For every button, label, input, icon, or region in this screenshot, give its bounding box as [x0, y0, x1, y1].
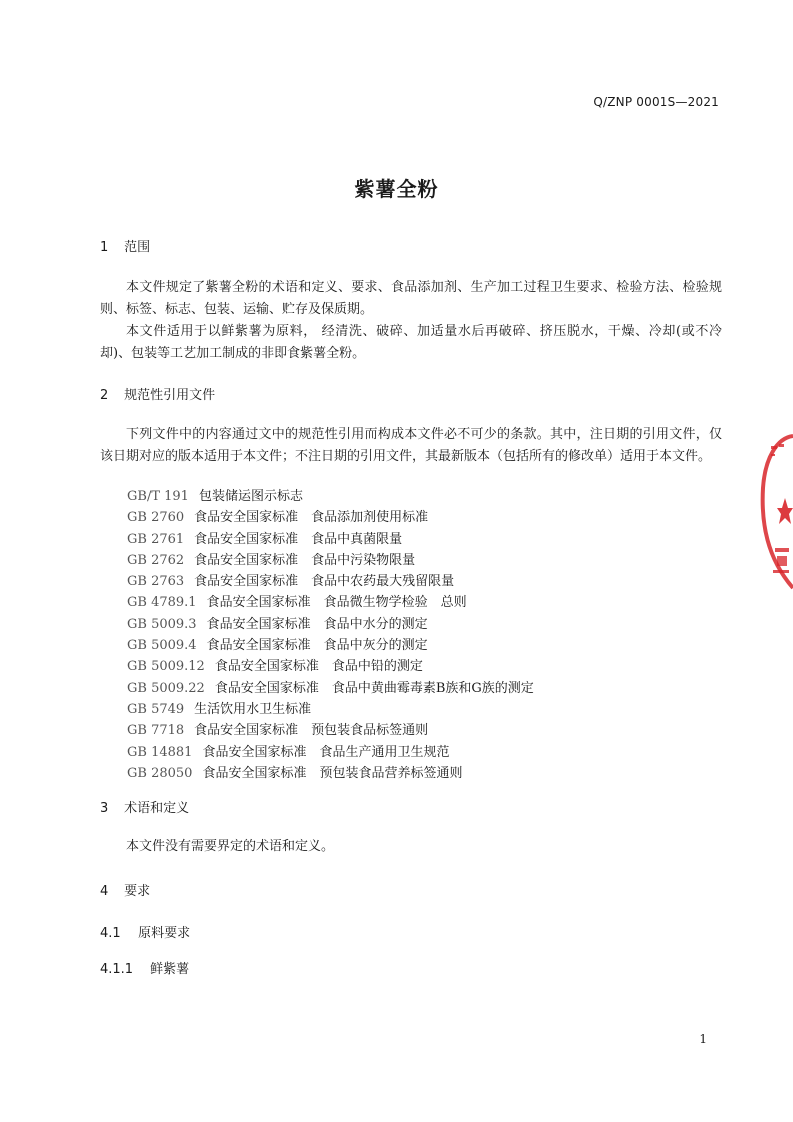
- scope-paragraph-1: 本文件规定了紫薯全粉的术语和定义、要求、食品添加剂、生产加工过程卫生要求、检验方法、检验规则、标签、标志、包装、运输、贮存及保质期。: [100, 280, 722, 317]
- reference-code: GB 4789.1: [127, 595, 197, 611]
- reference-name: 食品安全国家标准 食品中农药最大残留限量: [194, 574, 455, 590]
- reference-name: 食品安全国家标准 食品中真菌限量: [194, 531, 403, 547]
- subsection-number: 4.1.1: [100, 962, 134, 977]
- subsection-number: 4.1: [100, 926, 121, 941]
- reference-item: [127, 592, 534, 613]
- section-title: 术语和定义: [124, 801, 190, 816]
- reference-code: GB 2762: [127, 552, 185, 568]
- reference-list: [127, 486, 534, 784]
- section-title: 规范性引用文件: [124, 388, 216, 403]
- reference-name: 食品安全国家标准 食品中黄曲霉毒素B族和G族的测定: [214, 680, 534, 696]
- reference-name: 食品安全国家标准 食品中灰分的测定: [206, 638, 428, 654]
- reference-code: GB 5009.4: [127, 638, 197, 654]
- normative-refs-intro: 下列文件中的内容通过文中的规范性引用而构成本文件必不可少的条款。其中，注日期的引用文件，仅该日期对应的版本适用于本文件；不注日期的引用文件，其最新版本（包括所有的修改单）适用于本文件。: [100, 427, 722, 464]
- reference-item: [127, 550, 534, 571]
- reference-code: GB/T 191: [127, 489, 189, 504]
- scope-paragraph-2: 本文件适用于以鲜紫薯为原料， 经清洗、破碎、加适量水后再破碎、挤压脱水，干燥、冷却(或不冷却)、包装等工艺加工制成的非即食紫薯全粉。: [100, 324, 722, 361]
- reference-code: GB 2763: [127, 574, 185, 590]
- terms-paragraph: 本文件没有需要界定的术语和定义。: [126, 839, 335, 854]
- reference-item: [127, 635, 534, 656]
- section-4-heading: [100, 880, 150, 899]
- subsection-title: 鲜紫薯: [150, 962, 190, 977]
- subsection-4-1-heading: [100, 922, 190, 941]
- reference-name: 食品安全国家标准 食品添加剂使用标准: [194, 510, 429, 526]
- subsection-4-1-1-heading: [100, 958, 189, 977]
- reference-code: GB 28050: [127, 765, 193, 781]
- reference-name: 食品安全国家标准 食品中污染物限量: [194, 552, 416, 568]
- reference-item: [127, 763, 534, 784]
- reference-item: [127, 656, 534, 677]
- reference-code: GB 5749: [127, 701, 185, 717]
- reference-code: GB 14881: [127, 744, 193, 760]
- subsection-title: 原料要求: [138, 926, 191, 941]
- section-number: 2: [100, 388, 109, 403]
- reference-name: 食品安全国家标准 食品中水分的测定: [206, 616, 428, 632]
- reference-code: GB 2760: [127, 510, 185, 526]
- section-1-heading: [100, 236, 150, 255]
- section-2-heading: [100, 384, 215, 403]
- reference-item: [127, 614, 534, 635]
- reference-name: 食品安全国家标准 预包装食品标签通则: [194, 723, 429, 739]
- reference-item: [127, 486, 534, 507]
- reference-item: [127, 699, 534, 720]
- document-title: 紫薯全粉: [354, 177, 439, 201]
- reference-code: GB 5009.22: [127, 680, 205, 696]
- reference-name: 食品安全国家标准 食品微生物学检验 总则: [206, 595, 467, 611]
- section-title: 要求: [124, 884, 151, 899]
- section-number: 1: [100, 240, 109, 255]
- reference-item: [127, 571, 534, 592]
- reference-code: GB 5009.12: [127, 659, 205, 675]
- document-code: Q/ZNP 0001S—2021: [593, 95, 719, 109]
- reference-code: GB 2761: [127, 531, 185, 547]
- reference-name: 食品安全国家标准 预包装食品营养标签通则: [202, 765, 463, 781]
- section-3-heading: [100, 797, 189, 816]
- section-title: 范围: [124, 240, 151, 255]
- section-number: 3: [100, 801, 109, 816]
- reference-item: [127, 678, 534, 699]
- reference-code: GB 7718: [127, 723, 185, 739]
- reference-name: 食品安全国家标准 食品中铅的测定: [214, 659, 423, 675]
- reference-name: 食品安全国家标准 食品生产通用卫生规范: [202, 744, 450, 760]
- section-number: 4: [100, 884, 109, 899]
- reference-item: [127, 742, 534, 763]
- reference-item: [127, 529, 534, 550]
- seal-stamp: [757, 428, 793, 598]
- reference-name: 生活饮用水卫生标准: [194, 701, 312, 717]
- reference-item: [127, 507, 534, 528]
- page-number: 1: [699, 1032, 707, 1046]
- reference-name: 包装储运图示标志: [198, 489, 303, 504]
- reference-item: [127, 720, 534, 741]
- reference-code: GB 5009.3: [127, 616, 197, 632]
